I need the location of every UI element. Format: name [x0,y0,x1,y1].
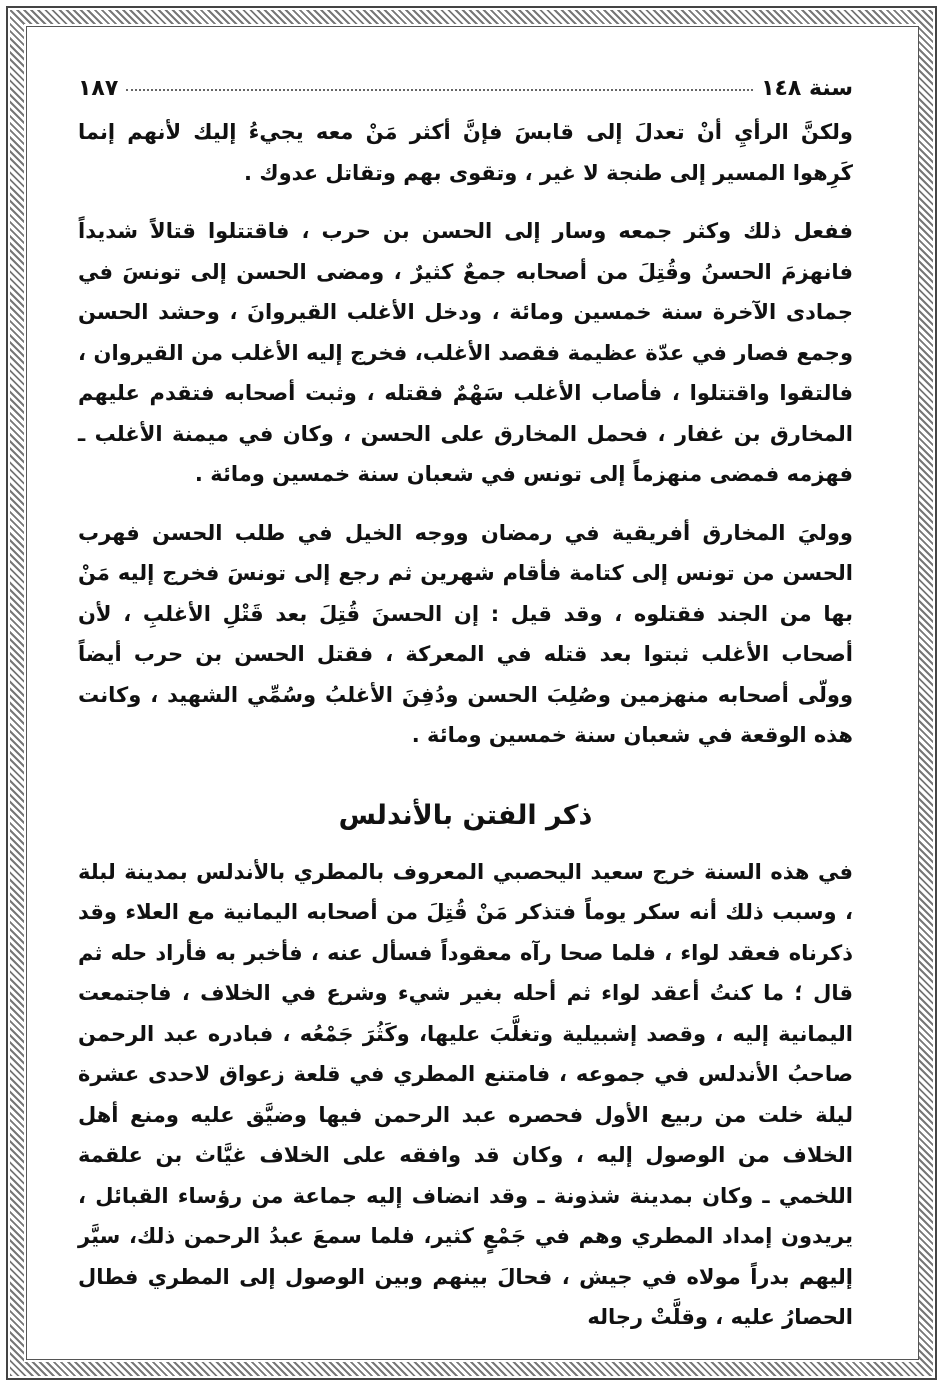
header-dot-leader [126,89,753,91]
paragraph-3: ووليَ المخارق أفريقية في رمضان ووجه الخيل في طلب الحسن فهرب الحسن من تونس إلى كتامة فأقام شهرين ثم رجع إلى تونسَ فخرج إليه مَنْ بها من الجند فقتلوه ، وقد قيل : إن الحسنَ قُتِلَ بعد قَتْلِ الأغلبِ ، لأن أصحاب الأغلب ثبتوا بعد قتله في المعركة ، فقتل الحسن بن حرب أيضاً وولّى أصحابه منهزمين وصُلِبَ الحسن ودُفِنَ الأغلبُ وسُمِّي الشهيد ، وكانت هذه الوقعة في شعبان سنة خمسين ومائة . [78,520,853,747]
running-title: سنة ١٤٨ [761,76,853,101]
section-body: في هذه السنة خرج سعيد اليحصبي المعروف بالمطري بالأندلس بمدينة لبلة ، وسبب ذلك أنه سكر يوماً فتذكر مَنْ قُتِلَ من أصحابه اليمانية مع العلاء وقد ذكرناه فعقد لواء ، فلما صحا رآه معقوداً فسأل عنه ، فأخبر به فأراد حله ثم قال ؛ ما كنتُ أعقد لواء ثم أحله بغير شيء وشرع في الخلاف ، فاجتمعت اليمانية إليه ، وقصد إشبيلية وتغلَّبَ عليها، وكَثُرَ جَمْعُه ، فبادره عبد الرحمن صاحبُ الأندلس في جموعه ، فامتنع المطري في قلعة زعواق لاحدى عشرة ليلة خلت من ربيع الأول فحصره عبد الرحمن فيها وضيَّق عليه ومنع أهل الخلاف من الوصول إليه ، وكان قد وافقه على الخلاف غيَّاث بن علقمة اللخمي ـ وكان بمدينة شذونة ـ وقد انضاف إليه جماعة من رؤساء القبائل ، يريدون إمداد المطري وهم في جَمْعٍ كثير، فلما سمعَ عبدُ الرحمن ذلك، سيَّر إليهم بدراً مولاه في جيش ، فحالَ بينهم وبين الوصول إلى المطري فطال الحصارُ عليه ، وقلَّتْ رجاله [78,859,853,1329]
section-heading: ذكر الفتن بالأندلس [338,799,593,831]
running-header [78,76,853,112]
page-content [78,76,853,1338]
page-number: ١٨٧ [78,76,119,101]
paragraph-2: ففعل ذلك وكثر جمعه وسار إلى الحسن بن حرب ، فاقتتلوا قتالاً شديداً فانهزمَ الحسنُ وقُتِلَ من أصحابه جمعٌ كثيرٌ ، ومضى الحسن إلى تونسَ في جمادى الآخرة سنة خمسين ومائة ، ودخل الأغلب القيروانَ ، وحشد الحسن وجمع فصار في عدّة عظيمة فقصد الأغلب، فخرج إليه الأغلب من القيروان ، فالتقوا واقتتلوا ، فأصاب الأغلب سَهْمٌ فقتله ، وثبت أصحابه فتقدم عليهم المخارق بن غفار ، فحمل المخارق على الحسن ، وكان في ميمنة الأغلب ـ فهزمه فمضى منهزماً إلى تونس في شعبان سنة خمسين ومائة . [78,219,853,486]
paragraph-1: ولكنَّ الرأيِ أنْ تعدلَ إلى قابسَ فإنَّ أكثر مَنْ معه يجيءُ إليك لأنهم إنما كَرِهوا المسير إلى طنجة لا غير ، وتقوى بهم وتقاتل عدوك . [78,120,853,185]
